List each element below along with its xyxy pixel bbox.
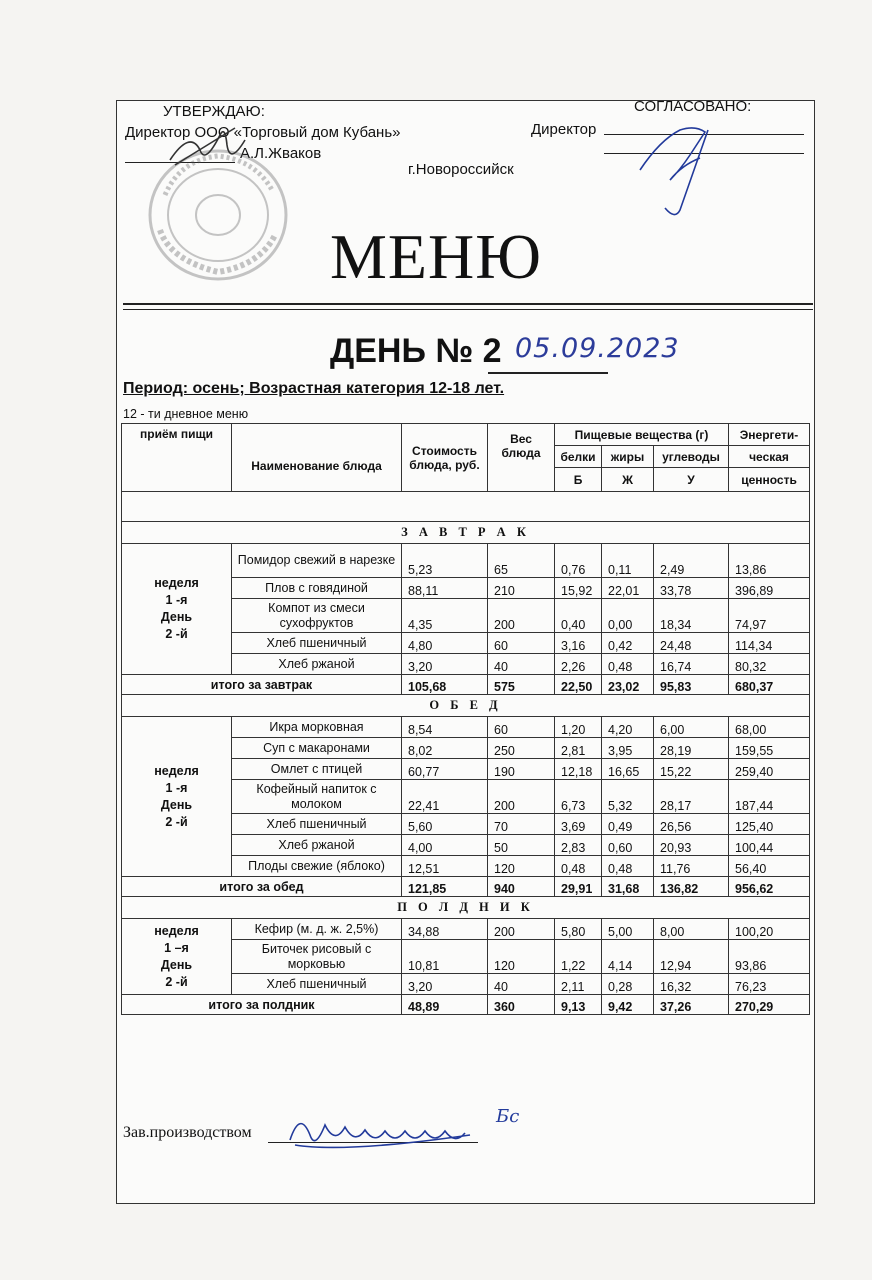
agreed-director: Директор bbox=[531, 121, 597, 138]
meal-period-line: неделя bbox=[154, 763, 199, 778]
cell-b: 2,81 bbox=[555, 738, 602, 759]
approve-name: А.Л.Жваков bbox=[240, 145, 322, 162]
total-zh: 23,02 bbox=[602, 675, 654, 695]
table-row bbox=[122, 544, 810, 578]
cell-u: 20,93 bbox=[654, 835, 729, 856]
cell-cost: 8,54 bbox=[402, 717, 488, 738]
cell-weight: 40 bbox=[488, 974, 555, 995]
header-u: У bbox=[654, 468, 729, 492]
cell-zh: 0,48 bbox=[602, 654, 654, 675]
dish-name: Кофейный напиток с молоком bbox=[232, 780, 402, 814]
cell-zh: 4,20 bbox=[602, 717, 654, 738]
cell-cost: 22,41 bbox=[402, 780, 488, 814]
cell-b: 0,48 bbox=[555, 856, 602, 877]
meal-period-line: День bbox=[160, 797, 193, 812]
cell-u: 12,94 bbox=[654, 940, 729, 974]
meal-period bbox=[122, 919, 232, 995]
cell-weight: 50 bbox=[488, 835, 555, 856]
cell-e: 93,86 bbox=[729, 940, 810, 974]
city: г.Новороссийск bbox=[408, 161, 514, 178]
total-e: 680,37 bbox=[729, 675, 810, 695]
cell-b: 15,92 bbox=[555, 578, 602, 599]
dish-name: Хлеб пшеничный bbox=[232, 814, 402, 835]
header-fats: жиры bbox=[602, 446, 654, 468]
cell-e: 56,40 bbox=[729, 856, 810, 877]
cell-b: 0,40 bbox=[555, 599, 602, 633]
cell-b: 0,76 bbox=[555, 544, 602, 578]
total-cost: 48,89 bbox=[402, 995, 488, 1015]
cell-u: 2,49 bbox=[654, 544, 729, 578]
cell-zh: 4,14 bbox=[602, 940, 654, 974]
cell-u: 6,00 bbox=[654, 717, 729, 738]
title-rule-thin bbox=[123, 309, 813, 310]
cell-zh: 0,00 bbox=[602, 599, 654, 633]
cell-e: 13,86 bbox=[729, 544, 810, 578]
cell-zh: 0,48 bbox=[602, 856, 654, 877]
total-u: 95,83 bbox=[654, 675, 729, 695]
total-zh: 9,42 bbox=[602, 995, 654, 1015]
cell-zh: 0,11 bbox=[602, 544, 654, 578]
header-zh: Ж bbox=[602, 468, 654, 492]
dish-name: Суп с макаронами bbox=[232, 738, 402, 759]
dish-name: Плоды свежие (яблоко) bbox=[232, 856, 402, 877]
section-title: П О Л Д Н И К bbox=[122, 897, 810, 919]
cell-cost: 3,20 bbox=[402, 974, 488, 995]
meal-period-line: 1 -я bbox=[165, 780, 188, 795]
meal-period-line: День bbox=[160, 610, 193, 624]
header-energy-1: Энергети- bbox=[729, 424, 810, 446]
cell-weight: 40 bbox=[488, 654, 555, 675]
total-e: 270,29 bbox=[729, 995, 810, 1015]
cell-e: 100,20 bbox=[729, 919, 810, 940]
cell-e: 76,23 bbox=[729, 974, 810, 995]
cell-e: 259,40 bbox=[729, 759, 810, 780]
dish-name: Хлеб пшеничный bbox=[232, 633, 402, 654]
header-proteins: белки bbox=[555, 446, 602, 468]
meal-period bbox=[122, 717, 232, 877]
total-label: итого за полдник bbox=[122, 995, 402, 1015]
cell-b: 3,69 bbox=[555, 814, 602, 835]
total-b: 29,91 bbox=[555, 877, 602, 897]
total-u: 37,26 bbox=[654, 995, 729, 1015]
cell-b: 1,20 bbox=[555, 717, 602, 738]
cell-u: 11,76 bbox=[654, 856, 729, 877]
cell-cost: 8,02 bbox=[402, 738, 488, 759]
header-b: Б bbox=[555, 468, 602, 492]
cell-u: 8,00 bbox=[654, 919, 729, 940]
approve-label: УТВЕРЖДАЮ: bbox=[163, 103, 265, 120]
cell-cost: 4,00 bbox=[402, 835, 488, 856]
day-label: ДЕНЬ № 2 bbox=[330, 332, 502, 370]
meal-period-line: 1 –я bbox=[164, 940, 189, 955]
dish-name: Плов с говядиной bbox=[232, 578, 402, 599]
cell-b: 5,80 bbox=[555, 919, 602, 940]
approve-director: Директор ООО «Торговый дом Кубань» bbox=[125, 124, 401, 141]
meal-period-line: 2 -й bbox=[165, 974, 188, 989]
cell-e: 74,97 bbox=[729, 599, 810, 633]
cell-cost: 4,35 bbox=[402, 599, 488, 633]
cell-e: 159,55 bbox=[729, 738, 810, 759]
table-row bbox=[122, 919, 810, 940]
cell-weight: 200 bbox=[488, 599, 555, 633]
total-b: 9,13 bbox=[555, 995, 602, 1015]
cell-weight: 200 bbox=[488, 919, 555, 940]
cell-cost: 12,51 bbox=[402, 856, 488, 877]
meal-period-line: неделя bbox=[154, 576, 199, 590]
cell-weight: 190 bbox=[488, 759, 555, 780]
cell-b: 2,83 bbox=[555, 835, 602, 856]
cell-zh: 0,49 bbox=[602, 814, 654, 835]
cell-weight: 70 bbox=[488, 814, 555, 835]
meal-period-line: 2 -й bbox=[165, 627, 188, 641]
cell-u: 16,74 bbox=[654, 654, 729, 675]
cell-weight: 60 bbox=[488, 717, 555, 738]
header-weight: Вес блюда bbox=[488, 424, 555, 492]
cell-e: 125,40 bbox=[729, 814, 810, 835]
section-title: З А В Т Р А К bbox=[122, 522, 810, 544]
production-manager-label: Зав.производством bbox=[123, 1124, 252, 1141]
cell-b: 6,73 bbox=[555, 780, 602, 814]
total-cost: 121,85 bbox=[402, 877, 488, 897]
total-row bbox=[122, 675, 810, 695]
total-weight: 575 bbox=[488, 675, 555, 695]
title-rule bbox=[123, 303, 813, 305]
dish-name: Икра морковная bbox=[232, 717, 402, 738]
cell-weight: 200 bbox=[488, 780, 555, 814]
dish-name: Биточек рисовый с морковью bbox=[232, 940, 402, 974]
production-manager-initials: Бс bbox=[496, 1106, 520, 1127]
cell-b: 12,18 bbox=[555, 759, 602, 780]
cell-weight: 120 bbox=[488, 940, 555, 974]
cell-cost: 34,88 bbox=[402, 919, 488, 940]
dish-name: Помидор свежий в нарезке bbox=[232, 544, 402, 578]
header-dish: Наименование блюда bbox=[232, 424, 402, 492]
cell-b: 2,11 bbox=[555, 974, 602, 995]
cell-zh: 5,32 bbox=[602, 780, 654, 814]
cell-weight: 210 bbox=[488, 578, 555, 599]
cell-weight: 120 bbox=[488, 856, 555, 877]
cell-u: 15,22 bbox=[654, 759, 729, 780]
cell-weight: 250 bbox=[488, 738, 555, 759]
period-line: Период: осень; Возрастная категория 12-18 лет. bbox=[123, 380, 505, 397]
cell-u: 28,17 bbox=[654, 780, 729, 814]
total-label: итого за завтрак bbox=[122, 675, 402, 695]
cell-u: 26,56 bbox=[654, 814, 729, 835]
cell-cost: 5,23 bbox=[402, 544, 488, 578]
meal-period-line: 2 -й bbox=[165, 814, 188, 829]
section-header bbox=[122, 695, 810, 717]
cell-zh: 16,65 bbox=[602, 759, 654, 780]
cell-zh: 5,00 bbox=[602, 919, 654, 940]
header-carbs: углеводы bbox=[654, 446, 729, 468]
cell-zh: 0,42 bbox=[602, 633, 654, 654]
agreed-signature-icon bbox=[620, 110, 730, 220]
total-b: 22,50 bbox=[555, 675, 602, 695]
section-header bbox=[122, 522, 810, 544]
cell-zh: 0,28 bbox=[602, 974, 654, 995]
cell-zh: 22,01 bbox=[602, 578, 654, 599]
cell-e: 68,00 bbox=[729, 717, 810, 738]
cell-u: 24,48 bbox=[654, 633, 729, 654]
meal-period-line: День bbox=[160, 957, 193, 972]
handwritten-date: 05.09.2023 bbox=[515, 333, 680, 364]
cell-cost: 10,81 bbox=[402, 940, 488, 974]
director-signature-icon bbox=[165, 120, 255, 180]
header-energy-3: ценность bbox=[729, 468, 810, 492]
dish-name: Омлет с птицей bbox=[232, 759, 402, 780]
cell-u: 16,32 bbox=[654, 974, 729, 995]
cell-u: 28,19 bbox=[654, 738, 729, 759]
cell-u: 33,78 bbox=[654, 578, 729, 599]
dish-name: Хлеб ржаной bbox=[232, 654, 402, 675]
header-energy-2: ческая bbox=[729, 446, 810, 468]
meal-period-line: 1 -я bbox=[165, 593, 188, 607]
dish-name: Хлеб ржаной bbox=[232, 835, 402, 856]
section-header bbox=[122, 897, 810, 919]
total-row bbox=[122, 995, 810, 1015]
meal-period-line: неделя bbox=[154, 923, 199, 938]
cell-cost: 5,60 bbox=[402, 814, 488, 835]
total-zh: 31,68 bbox=[602, 877, 654, 897]
menu-table bbox=[121, 423, 810, 1015]
cell-e: 187,44 bbox=[729, 780, 810, 814]
total-weight: 360 bbox=[488, 995, 555, 1015]
cell-zh: 3,95 bbox=[602, 738, 654, 759]
menu-duration: 12 - ти дневное меню bbox=[123, 407, 249, 421]
dish-name: Компот из смеси сухофруктов bbox=[232, 599, 402, 633]
cell-cost: 88,11 bbox=[402, 578, 488, 599]
dish-name: Кефир (м. д. ж. 2,5%) bbox=[232, 919, 402, 940]
agreed-label: СОГЛАСОВАНО: bbox=[634, 98, 752, 115]
cell-cost: 60,77 bbox=[402, 759, 488, 780]
cell-e: 396,89 bbox=[729, 578, 810, 599]
total-label: итого за обед bbox=[122, 877, 402, 897]
day-underline bbox=[488, 372, 608, 374]
cell-b: 1,22 bbox=[555, 940, 602, 974]
total-row bbox=[122, 877, 810, 897]
section-title: О Б Е Д bbox=[122, 695, 810, 717]
cell-weight: 65 bbox=[488, 544, 555, 578]
meal-period bbox=[122, 544, 232, 675]
cell-weight: 60 bbox=[488, 633, 555, 654]
total-e: 956,62 bbox=[729, 877, 810, 897]
menu-title: МЕНЮ bbox=[330, 221, 542, 292]
header-cost: Стоимость блюда, руб. bbox=[402, 424, 488, 492]
table-row bbox=[122, 717, 810, 738]
cell-e: 80,32 bbox=[729, 654, 810, 675]
total-u: 136,82 bbox=[654, 877, 729, 897]
total-weight: 940 bbox=[488, 877, 555, 897]
cell-b: 2,26 bbox=[555, 654, 602, 675]
total-cost: 105,68 bbox=[402, 675, 488, 695]
cell-cost: 4,80 bbox=[402, 633, 488, 654]
cell-e: 114,34 bbox=[729, 633, 810, 654]
cell-e: 100,44 bbox=[729, 835, 810, 856]
header-spacer bbox=[122, 492, 810, 522]
cell-zh: 0,60 bbox=[602, 835, 654, 856]
dish-name: Хлеб пшеничный bbox=[232, 974, 402, 995]
header-nutrients: Пищевые вещества (г) bbox=[555, 424, 729, 446]
cell-cost: 3,20 bbox=[402, 654, 488, 675]
header-meal: приём пищи bbox=[122, 424, 232, 492]
cell-u: 18,34 bbox=[654, 599, 729, 633]
cell-b: 3,16 bbox=[555, 633, 602, 654]
